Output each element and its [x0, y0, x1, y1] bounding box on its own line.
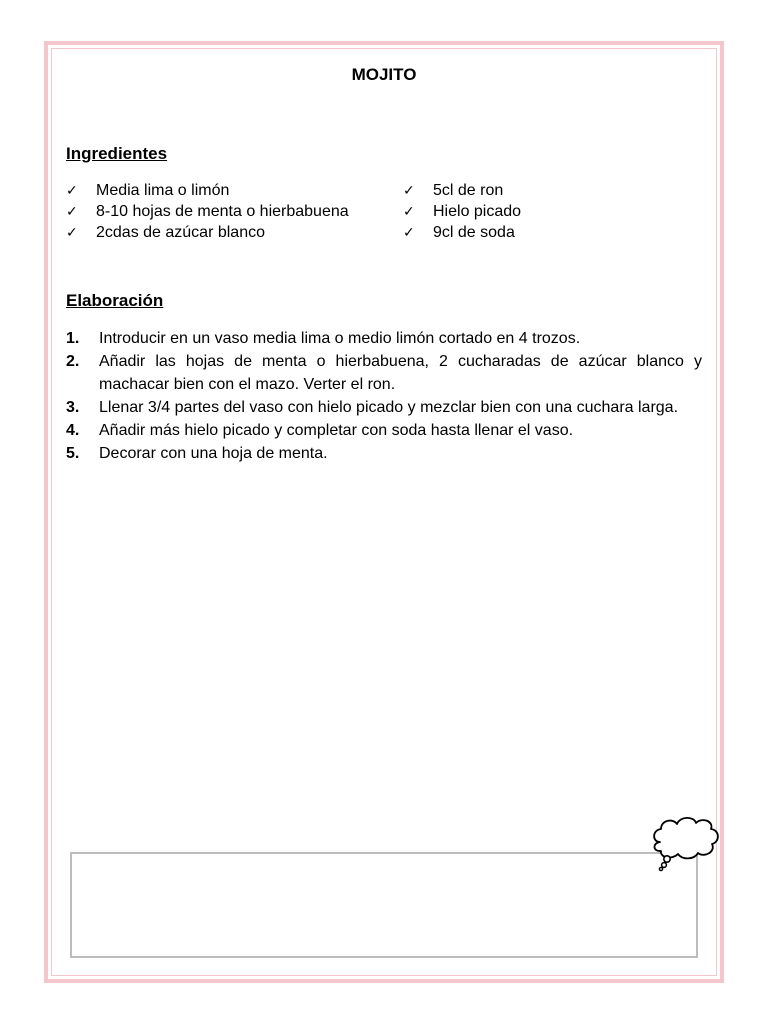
step-number: 1.	[66, 330, 80, 347]
step-text: Introducir en un vaso media lima o medio limón cortado en 4 trozos.	[99, 330, 581, 347]
step-item	[66, 350, 702, 396]
preparation-heading: Elaboración	[66, 291, 164, 310]
ingredients-heading: Ingredientes	[66, 144, 168, 163]
step-item	[66, 419, 702, 442]
step-number: 3.	[66, 399, 80, 416]
step-item	[66, 327, 702, 350]
step-number: 4.	[66, 422, 80, 439]
notes-box	[70, 852, 698, 958]
checkmark-icon: ✓	[403, 182, 415, 198]
preparation-steps	[66, 327, 702, 465]
step-text: Llenar 3/4 partes del vaso con hielo picado y mezclar bien con una cuchara larga.	[99, 399, 679, 416]
step-number: 5.	[66, 445, 80, 462]
step-item	[66, 396, 702, 419]
step-text: Añadir más hielo picado y completar con soda hasta llenar el vaso.	[99, 422, 574, 439]
thought-bubble-icon	[648, 812, 722, 874]
ingredient-text: Media lima o limón	[96, 182, 230, 199]
checkmark-icon: ✓	[66, 182, 78, 198]
step-number: 2.	[66, 353, 80, 370]
step-text: Añadir las hojas de menta o hierbabuena, 2 cucharadas de azúcar blanco y machacar bien con el mazo. Verter el ron.	[99, 353, 702, 393]
ingredient-text: Hielo picado	[433, 203, 522, 220]
checkmark-icon: ✓	[403, 224, 415, 240]
ingredient-text: 9cl de soda	[433, 224, 515, 241]
step-text: Decorar con una hoja de menta.	[99, 445, 328, 462]
checkmark-icon: ✓	[403, 203, 415, 219]
ingredient-text: 5cl de ron	[433, 182, 504, 199]
checkmark-icon: ✓	[66, 203, 78, 219]
checkmark-icon: ✓	[66, 224, 78, 240]
recipe-title: MOJITO	[351, 65, 417, 84]
ingredient-text: 2cdas de azúcar blanco	[96, 224, 265, 241]
ingredient-text: 8-10 hojas de menta o hierbabuena	[96, 203, 349, 220]
step-item	[66, 442, 702, 465]
